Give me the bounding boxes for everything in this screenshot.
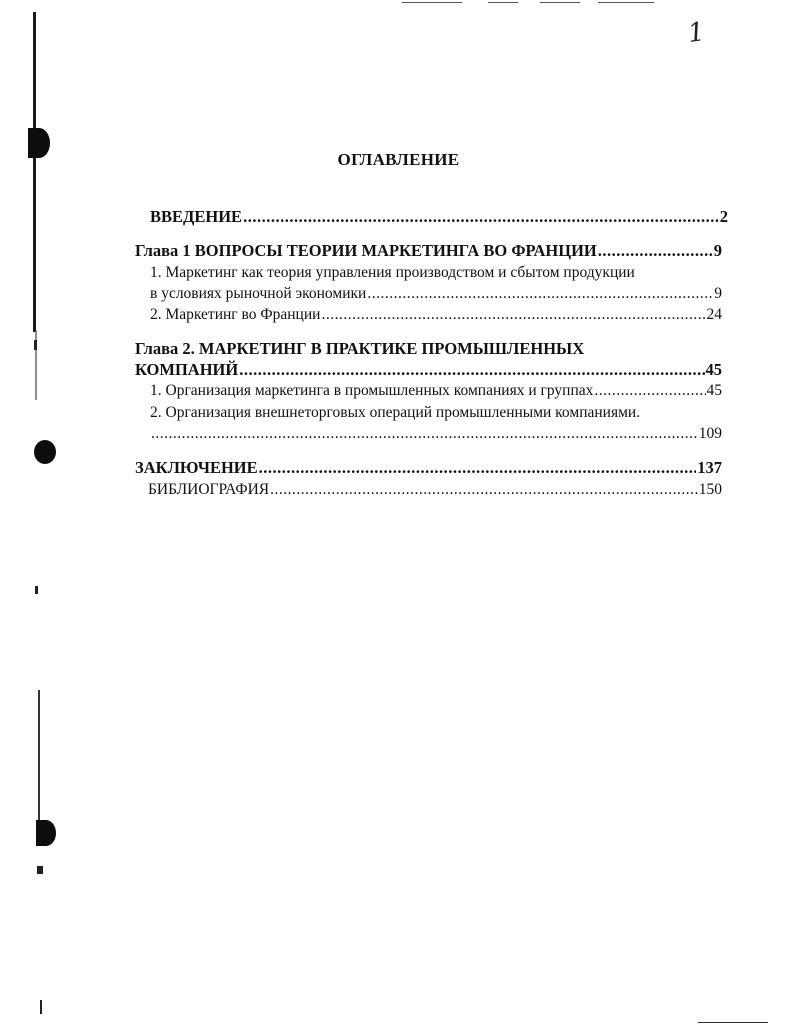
toc-entry-conclusion bbox=[135, 458, 722, 478]
toc-entry-label: 2. Маркетинг во Франции bbox=[150, 306, 321, 323]
scan-top-line bbox=[540, 2, 580, 3]
dot-leader bbox=[259, 458, 697, 478]
scan-edge-line bbox=[33, 12, 36, 332]
dot-leader bbox=[594, 381, 705, 401]
toc-section-2-1 bbox=[150, 381, 722, 401]
toc-section-1-2 bbox=[150, 305, 722, 325]
toc-entry-chapter1 bbox=[135, 241, 722, 261]
handwritten-page-number: 1 bbox=[685, 16, 707, 50]
toc-entry-bibliography bbox=[148, 480, 722, 500]
scan-top-line bbox=[402, 2, 462, 3]
toc-section-1-1-line1: 1. Маркетинг как теория управления производством и сбытом продукции bbox=[150, 264, 635, 281]
toc-entry-page: 150 bbox=[698, 481, 722, 498]
toc-entry-page: 2 bbox=[719, 207, 728, 226]
toc-entry-label: Глава 1 ВОПРОСЫ ТЕОРИИ МАРКЕТИНГА ВО ФРАНЦИИ bbox=[135, 241, 597, 260]
punch-hole bbox=[36, 820, 56, 846]
scan-speck bbox=[34, 340, 37, 350]
dot-leader bbox=[239, 360, 704, 380]
toc-title: ОГЛАВЛЕНИЕ bbox=[337, 150, 460, 169]
toc-entry-label: ЗАКЛЮЧЕНИЕ bbox=[135, 458, 258, 477]
scan-bottom-line bbox=[698, 1022, 768, 1023]
toc-section-1-1 bbox=[150, 284, 722, 304]
toc-entry-label: в условиях рыночной экономики bbox=[150, 285, 367, 302]
punch-hole bbox=[34, 440, 56, 464]
toc-entry-label: 1. Организация маркетинга в промышленных компаниях и группах bbox=[150, 382, 594, 399]
toc-entry-page: 24 bbox=[706, 306, 722, 323]
scan-top-line bbox=[598, 2, 654, 3]
toc-entry-page: 9 bbox=[714, 285, 722, 302]
toc-entry-label: БИБЛИОГРАФИЯ bbox=[148, 481, 270, 498]
toc-entry-chapter2 bbox=[135, 360, 722, 380]
dot-leader bbox=[270, 480, 698, 500]
toc-entry-chapter2-line1: Глава 2. МАРКЕТИНГ В ПРАКТИКЕ ПРОМЫШЛЕННЫХ bbox=[135, 339, 585, 358]
toc-entry-label: ВВЕДЕНИЕ bbox=[150, 207, 243, 226]
toc-section-2-2 bbox=[150, 424, 722, 444]
toc-entry-page: 45 bbox=[706, 382, 722, 399]
scan-speck bbox=[37, 866, 43, 874]
toc-entry-page: 109 bbox=[698, 425, 722, 442]
scan-speck bbox=[40, 1000, 42, 1014]
dot-leader bbox=[243, 207, 719, 227]
dot-leader bbox=[367, 284, 713, 304]
scan-speck bbox=[35, 586, 38, 594]
toc-entry-label: КОМПАНИЙ bbox=[135, 360, 239, 379]
dot-leader bbox=[321, 305, 705, 325]
toc-entry-intro bbox=[150, 207, 728, 227]
toc-entry-page: 137 bbox=[697, 458, 722, 477]
toc-section-2-2-line1: 2. Организация внешнеторговых операций промышленными компаниями. bbox=[150, 404, 641, 421]
scan-top-line bbox=[488, 2, 518, 3]
toc-entry-page: 9 bbox=[713, 241, 722, 260]
scan-edge-line bbox=[38, 690, 40, 840]
dot-leader bbox=[598, 241, 713, 261]
toc-entry-page: 45 bbox=[705, 360, 722, 379]
dot-leader bbox=[151, 424, 698, 444]
